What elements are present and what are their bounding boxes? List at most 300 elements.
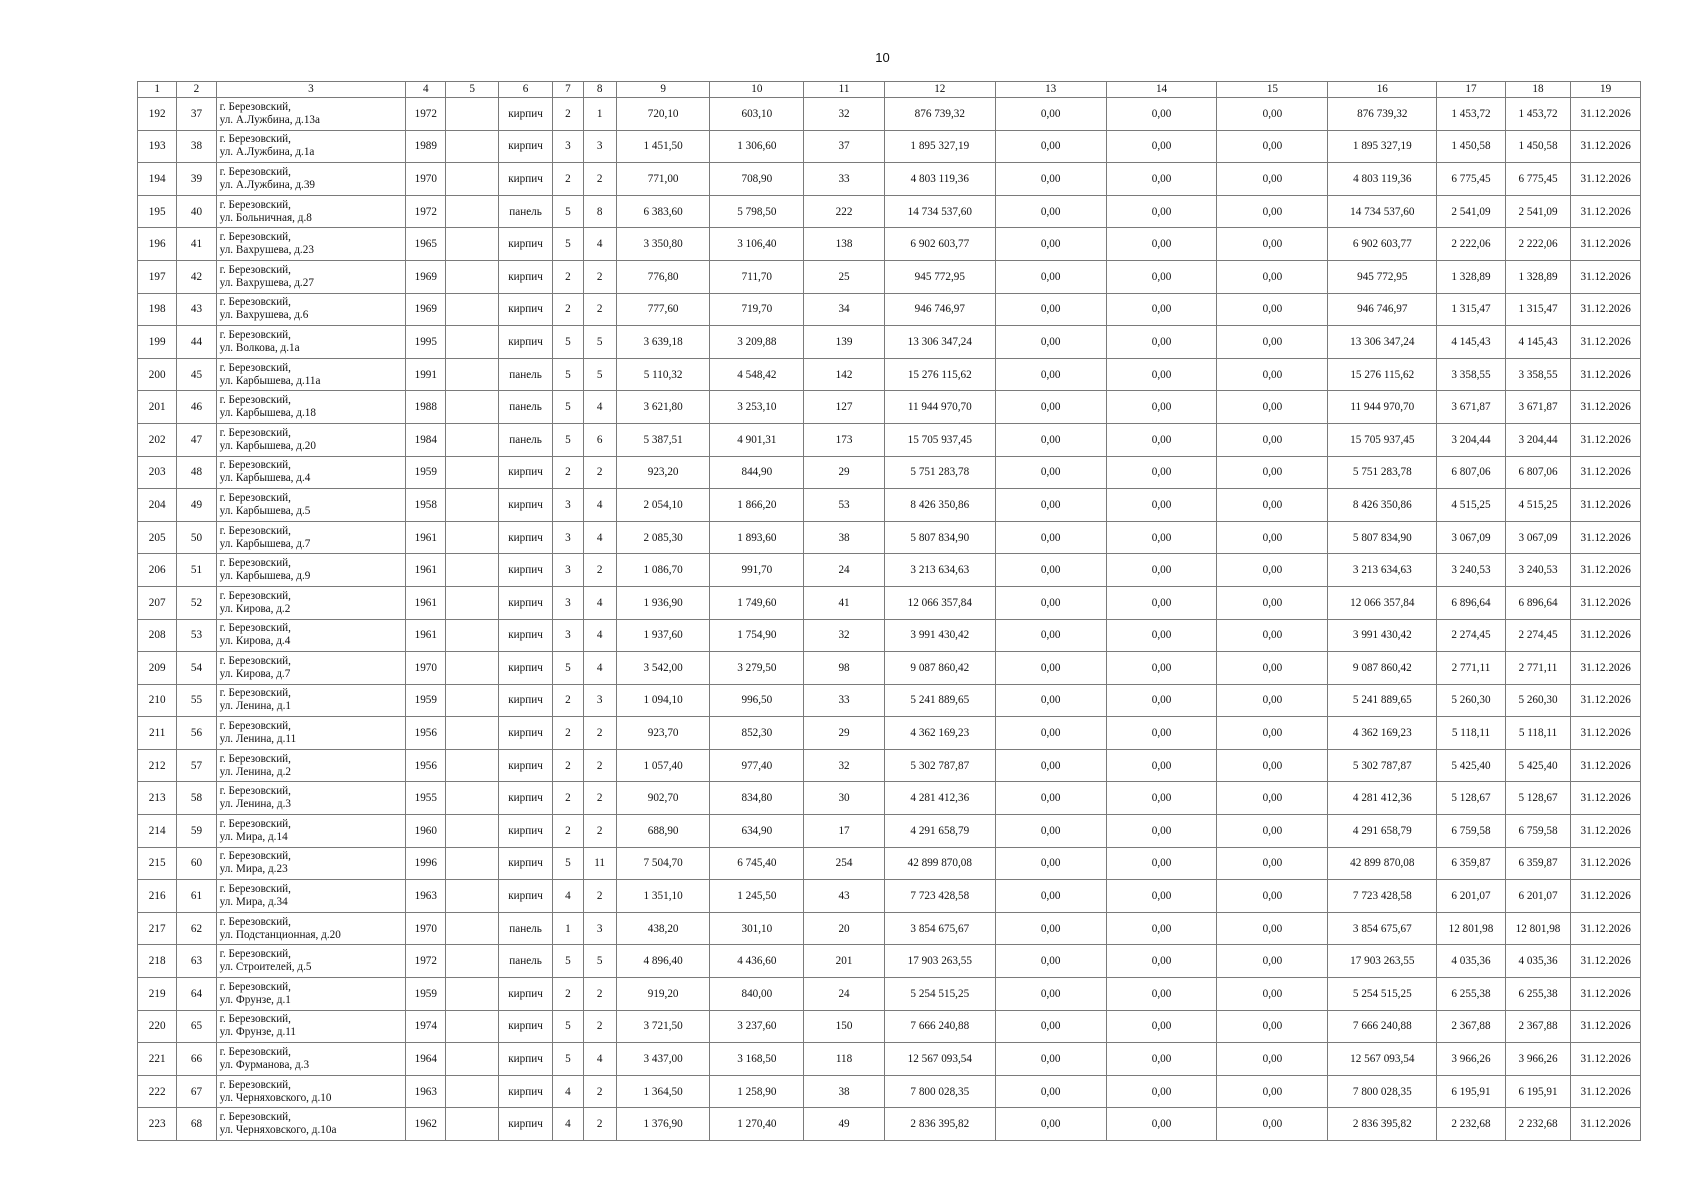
cell-col17: 2 367,88: [1437, 1010, 1506, 1043]
cell-col17: 6 255,38: [1437, 978, 1506, 1011]
cell-cost-total: 15 276 115,62: [884, 358, 995, 391]
cell-cost-fund: 4 803 119,36: [1328, 163, 1437, 196]
cell-year: 1996: [406, 847, 446, 880]
cell-year: 1972: [406, 945, 446, 978]
cell-residents: 138: [804, 228, 885, 261]
cell-col17: 6 775,45: [1437, 163, 1506, 196]
table-row: [138, 1010, 1641, 1043]
cell-cost-total: 876 739,32: [884, 98, 995, 131]
cell-floors: 4: [553, 880, 583, 913]
cell-material: панель: [498, 391, 552, 424]
table-row: [138, 1075, 1641, 1108]
cell-deadline: 31.12.2026: [1571, 912, 1641, 945]
cell-material: панель: [498, 912, 552, 945]
cell-residents: 30: [804, 782, 885, 815]
cell-row-number: 219: [138, 978, 177, 1011]
cell-year: 1984: [406, 423, 446, 456]
cell-col17: 3 358,55: [1437, 358, 1506, 391]
cell-entrances: 4: [583, 521, 616, 554]
cell-entrances: 3: [583, 130, 616, 163]
cell-col5: [446, 163, 498, 196]
cell-year: 1959: [406, 456, 446, 489]
address-city: г. Березовский,: [219, 720, 291, 733]
cell-residents: 43: [804, 880, 885, 913]
cell-floors: 2: [553, 684, 583, 717]
cell-deadline: 31.12.2026: [1571, 456, 1641, 489]
cell-col13: 0,00: [995, 326, 1106, 359]
cell-entrances: 2: [583, 260, 616, 293]
cell-year: 1974: [406, 1010, 446, 1043]
cell-area-living: 834,80: [710, 782, 804, 815]
cell-col15: 0,00: [1217, 782, 1328, 815]
cell-col5: [446, 130, 498, 163]
address-street: ул. Ленина, д.1: [219, 700, 291, 713]
address-city: г. Березовский,: [219, 622, 291, 635]
cell-col18: 5 425,40: [1505, 749, 1571, 782]
cell-deadline: 31.12.2026: [1571, 586, 1641, 619]
cell-area-total: 1 351,10: [616, 880, 710, 913]
address-city: г. Березовский,: [219, 589, 291, 602]
cell-residents: 254: [804, 847, 885, 880]
cell-residents: 222: [804, 195, 885, 228]
cell-cost-fund: 946 746,97: [1328, 293, 1437, 326]
address-street: ул. Фрунзе, д.11: [219, 1026, 297, 1039]
cell-cost-fund: 12 066 357,84: [1328, 586, 1437, 619]
cell-cost-total: 4 281 412,36: [884, 782, 995, 815]
cell-year: 1961: [406, 619, 446, 652]
cell-col5: [446, 326, 498, 359]
cell-address: [216, 195, 406, 228]
cell-address: [216, 554, 406, 587]
cell-year: 1958: [406, 489, 446, 522]
address-city: г. Березовский,: [219, 426, 291, 439]
cell-col18: 6 896,64: [1505, 586, 1571, 619]
address-city: г. Березовский,: [219, 361, 291, 374]
cell-cost-total: 3 854 675,67: [884, 912, 995, 945]
cell-material: кирпич: [498, 554, 552, 587]
cell-col17: 1 450,58: [1437, 130, 1506, 163]
cell-col15: 0,00: [1217, 228, 1328, 261]
cell-address: [216, 652, 406, 685]
cell-address: [216, 880, 406, 913]
cell-col13: 0,00: [995, 260, 1106, 293]
cell-cost-fund: 4 291 658,79: [1328, 815, 1437, 848]
cell-area-living: 3 168,50: [710, 1043, 804, 1076]
cell-material: кирпич: [498, 847, 552, 880]
cell-col18: 2 274,45: [1505, 619, 1571, 652]
table-row: [138, 1043, 1641, 1076]
cell-residents: 24: [804, 978, 885, 1011]
cell-area-living: 1 754,90: [710, 619, 804, 652]
cell-cost-fund: 42 899 870,08: [1328, 847, 1437, 880]
cell-col18: 3 966,26: [1505, 1043, 1571, 1076]
cell-year: 1963: [406, 1075, 446, 1108]
address-street: ул. Ленина, д.2: [219, 765, 291, 778]
address-street: ул. Ленина, д.3: [219, 798, 291, 811]
cell-area-living: 1 893,60: [710, 521, 804, 554]
cell-col17: 6 201,07: [1437, 880, 1506, 913]
cell-cost-total: 4 803 119,36: [884, 163, 995, 196]
cell-col15: 0,00: [1217, 98, 1328, 131]
cell-residents: 37: [804, 130, 885, 163]
cell-col18: 3 671,87: [1505, 391, 1571, 424]
cell-col17: 2 541,09: [1437, 195, 1506, 228]
address-street: ул. Вахрушева, д.23: [219, 244, 314, 257]
cell-material: панель: [498, 945, 552, 978]
cell-address: [216, 1010, 406, 1043]
cell-deadline: 31.12.2026: [1571, 815, 1641, 848]
cell-material: панель: [498, 195, 552, 228]
cell-material: кирпич: [498, 619, 552, 652]
cell-deadline: 31.12.2026: [1571, 195, 1641, 228]
cell-col18: 1 315,47: [1505, 293, 1571, 326]
cell-area-living: 4 548,42: [710, 358, 804, 391]
cell-col15: 0,00: [1217, 945, 1328, 978]
cell-col13: 0,00: [995, 521, 1106, 554]
address-street: ул. Черняховского, д.10а: [219, 1124, 337, 1137]
cell-cost-total: 945 772,95: [884, 260, 995, 293]
cell-col14: 0,00: [1106, 945, 1217, 978]
cell-area-total: 771,00: [616, 163, 710, 196]
cell-floors: 2: [553, 98, 583, 131]
cell-col13: 0,00: [995, 945, 1106, 978]
cell-year: 1960: [406, 815, 446, 848]
table-body: [138, 98, 1641, 1141]
address-street: ул. Фурманова, д.3: [219, 1059, 310, 1072]
cell-col5: [446, 717, 498, 750]
cell-col14: 0,00: [1106, 1043, 1217, 1076]
address-street: ул. А.Лужбина, д.1а: [219, 146, 315, 159]
cell-col17: 3 966,26: [1437, 1043, 1506, 1076]
column-header: 19: [1571, 82, 1641, 98]
cell-material: кирпич: [498, 782, 552, 815]
cell-col18: 3 358,55: [1505, 358, 1571, 391]
cell-col18: 2 367,88: [1505, 1010, 1571, 1043]
cell-col13: 0,00: [995, 163, 1106, 196]
cell-material: кирпич: [498, 1043, 552, 1076]
cell-item-number: 47: [177, 423, 216, 456]
cell-col5: [446, 586, 498, 619]
cell-area-total: 5 110,32: [616, 358, 710, 391]
cell-col13: 0,00: [995, 130, 1106, 163]
address-street: ул. Карбышева, д.18: [219, 407, 316, 420]
cell-floors: 5: [553, 652, 583, 685]
cell-year: 1964: [406, 1043, 446, 1076]
cell-area-total: 1 937,60: [616, 619, 710, 652]
cell-entrances: 3: [583, 684, 616, 717]
column-header: 6: [498, 82, 552, 98]
address-street: ул. Строителей, д.5: [219, 961, 312, 974]
cell-row-number: 223: [138, 1108, 177, 1141]
cell-col18: 6 775,45: [1505, 163, 1571, 196]
cell-entrances: 4: [583, 586, 616, 619]
table-row: [138, 815, 1641, 848]
cell-area-living: 711,70: [710, 260, 804, 293]
address-city: г. Березовский,: [219, 231, 291, 244]
cell-col15: 0,00: [1217, 130, 1328, 163]
cell-col14: 0,00: [1106, 489, 1217, 522]
cell-cost-fund: 14 734 537,60: [1328, 195, 1437, 228]
cell-col5: [446, 880, 498, 913]
cell-floors: 3: [553, 554, 583, 587]
address-city: г. Березовский,: [219, 459, 291, 472]
cell-col5: [446, 847, 498, 880]
cell-col15: 0,00: [1217, 326, 1328, 359]
cell-deadline: 31.12.2026: [1571, 391, 1641, 424]
cell-cost-total: 4 291 658,79: [884, 815, 995, 848]
cell-address: [216, 423, 406, 456]
cell-address: [216, 717, 406, 750]
cell-floors: 2: [553, 260, 583, 293]
cell-item-number: 51: [177, 554, 216, 587]
cell-entrances: 8: [583, 195, 616, 228]
cell-col14: 0,00: [1106, 554, 1217, 587]
cell-col18: 6 759,58: [1505, 815, 1571, 848]
cell-col17: 3 204,44: [1437, 423, 1506, 456]
cell-address: [216, 98, 406, 131]
cell-address: [216, 945, 406, 978]
cell-col18: 12 801,98: [1505, 912, 1571, 945]
address-street: ул. Кирова, д.7: [219, 667, 291, 680]
cell-cost-fund: 11 944 970,70: [1328, 391, 1437, 424]
cell-item-number: 59: [177, 815, 216, 848]
cell-col15: 0,00: [1217, 717, 1328, 750]
cell-residents: 127: [804, 391, 885, 424]
cell-floors: 3: [553, 619, 583, 652]
cell-item-number: 40: [177, 195, 216, 228]
cell-col5: [446, 423, 498, 456]
cell-cost-fund: 4 281 412,36: [1328, 782, 1437, 815]
cell-deadline: 31.12.2026: [1571, 717, 1641, 750]
cell-col17: 3 671,87: [1437, 391, 1506, 424]
address-street: ул. Вахрушева, д.6: [219, 309, 309, 322]
cell-cost-total: 15 705 937,45: [884, 423, 995, 456]
cell-cost-total: 5 302 787,87: [884, 749, 995, 782]
cell-area-total: 1 451,50: [616, 130, 710, 163]
cell-item-number: 67: [177, 1075, 216, 1108]
address-city: г. Березовский,: [219, 263, 291, 276]
address-street: ул. Мира, д.23: [219, 863, 288, 876]
cell-deadline: 31.12.2026: [1571, 1043, 1641, 1076]
cell-residents: 41: [804, 586, 885, 619]
cell-year: 1956: [406, 749, 446, 782]
cell-floors: 2: [553, 717, 583, 750]
cell-col14: 0,00: [1106, 228, 1217, 261]
cell-col18: 5 128,67: [1505, 782, 1571, 815]
cell-cost-fund: 7 666 240,88: [1328, 1010, 1437, 1043]
cell-col14: 0,00: [1106, 652, 1217, 685]
column-header: 1: [138, 82, 177, 98]
cell-col15: 0,00: [1217, 1075, 1328, 1108]
table-row: [138, 880, 1641, 913]
cell-col13: 0,00: [995, 456, 1106, 489]
cell-area-total: 3 621,80: [616, 391, 710, 424]
cell-col17: 6 195,91: [1437, 1075, 1506, 1108]
cell-deadline: 31.12.2026: [1571, 358, 1641, 391]
cell-col5: [446, 652, 498, 685]
cell-cost-fund: 5 751 283,78: [1328, 456, 1437, 489]
cell-item-number: 64: [177, 978, 216, 1011]
cell-col17: 1 315,47: [1437, 293, 1506, 326]
address-city: г. Березовский,: [219, 394, 291, 407]
cell-material: кирпич: [498, 815, 552, 848]
cell-floors: 3: [553, 586, 583, 619]
cell-col17: 3 067,09: [1437, 521, 1506, 554]
cell-deadline: 31.12.2026: [1571, 1010, 1641, 1043]
cell-entrances: 2: [583, 163, 616, 196]
cell-col14: 0,00: [1106, 1108, 1217, 1141]
table-row: [138, 521, 1641, 554]
cell-area-living: 719,70: [710, 293, 804, 326]
cell-col14: 0,00: [1106, 880, 1217, 913]
cell-cost-fund: 7 723 428,58: [1328, 880, 1437, 913]
cell-deadline: 31.12.2026: [1571, 163, 1641, 196]
cell-col18: 4 145,43: [1505, 326, 1571, 359]
cell-item-number: 56: [177, 717, 216, 750]
cell-col14: 0,00: [1106, 586, 1217, 619]
cell-entrances: 11: [583, 847, 616, 880]
cell-col18: 4 515,25: [1505, 489, 1571, 522]
address-city: г. Березовский,: [219, 100, 291, 113]
cell-cost-total: 5 254 515,25: [884, 978, 995, 1011]
cell-item-number: 66: [177, 1043, 216, 1076]
cell-row-number: 213: [138, 782, 177, 815]
cell-cost-fund: 15 705 937,45: [1328, 423, 1437, 456]
cell-item-number: 65: [177, 1010, 216, 1043]
cell-deadline: 31.12.2026: [1571, 945, 1641, 978]
cell-col5: [446, 619, 498, 652]
column-header: 2: [177, 82, 216, 98]
cell-cost-fund: 5 241 889,65: [1328, 684, 1437, 717]
cell-cost-fund: 876 739,32: [1328, 98, 1437, 131]
cell-year: 1970: [406, 912, 446, 945]
cell-material: кирпич: [498, 326, 552, 359]
cell-row-number: 216: [138, 880, 177, 913]
cell-row-number: 201: [138, 391, 177, 424]
cell-entrances: 2: [583, 717, 616, 750]
cell-col18: 2 222,06: [1505, 228, 1571, 261]
cell-cost-total: 7 800 028,35: [884, 1075, 995, 1108]
cell-area-total: 777,60: [616, 293, 710, 326]
cell-area-living: 1 270,40: [710, 1108, 804, 1141]
cell-col15: 0,00: [1217, 586, 1328, 619]
column-header: 7: [553, 82, 583, 98]
cell-col14: 0,00: [1106, 684, 1217, 717]
cell-cost-fund: 17 903 263,55: [1328, 945, 1437, 978]
cell-cost-total: 11 944 970,70: [884, 391, 995, 424]
cell-col14: 0,00: [1106, 423, 1217, 456]
cell-col18: 6 201,07: [1505, 880, 1571, 913]
cell-floors: 5: [553, 228, 583, 261]
cell-item-number: 53: [177, 619, 216, 652]
cell-year: 1962: [406, 1108, 446, 1141]
cell-address: [216, 1043, 406, 1076]
cell-material: кирпич: [498, 652, 552, 685]
cell-deadline: 31.12.2026: [1571, 554, 1641, 587]
address-street: ул. А.Лужбина, д.39: [219, 178, 316, 191]
cell-residents: 29: [804, 456, 885, 489]
table-row: [138, 228, 1641, 261]
cell-col14: 0,00: [1106, 260, 1217, 293]
cell-floors: 5: [553, 423, 583, 456]
cell-area-living: 4 436,60: [710, 945, 804, 978]
cell-item-number: 42: [177, 260, 216, 293]
cell-col15: 0,00: [1217, 554, 1328, 587]
cell-area-living: 634,90: [710, 815, 804, 848]
cell-entrances: 2: [583, 749, 616, 782]
table-row: [138, 391, 1641, 424]
cell-cost-fund: 13 306 347,24: [1328, 326, 1437, 359]
address-city: г. Березовский,: [219, 198, 291, 211]
cell-cost-fund: 2 836 395,82: [1328, 1108, 1437, 1141]
cell-col17: 3 240,53: [1437, 554, 1506, 587]
address-city: г. Березовский,: [219, 850, 291, 863]
cell-area-total: 3 639,18: [616, 326, 710, 359]
cell-col15: 0,00: [1217, 358, 1328, 391]
cell-area-total: 3 542,00: [616, 652, 710, 685]
cell-address: [216, 391, 406, 424]
cell-material: кирпич: [498, 1075, 552, 1108]
cell-year: 1969: [406, 260, 446, 293]
cell-year: 1972: [406, 98, 446, 131]
cell-material: кирпич: [498, 684, 552, 717]
cell-col13: 0,00: [995, 554, 1106, 587]
table-row: [138, 456, 1641, 489]
cell-cost-total: 5 807 834,90: [884, 521, 995, 554]
address-city: г. Березовский,: [219, 165, 291, 178]
cell-col13: 0,00: [995, 652, 1106, 685]
cell-row-number: 208: [138, 619, 177, 652]
cell-col13: 0,00: [995, 978, 1106, 1011]
cell-col14: 0,00: [1106, 456, 1217, 489]
cell-col14: 0,00: [1106, 130, 1217, 163]
cell-col18: 6 359,87: [1505, 847, 1571, 880]
cell-residents: 49: [804, 1108, 885, 1141]
cell-col13: 0,00: [995, 782, 1106, 815]
cell-row-number: 203: [138, 456, 177, 489]
cell-cost-total: 42 899 870,08: [884, 847, 995, 880]
column-header: 13: [995, 82, 1106, 98]
cell-row-number: 204: [138, 489, 177, 522]
cell-year: 1959: [406, 684, 446, 717]
address-street: ул. Подстанционная, д.20: [219, 928, 341, 941]
column-header: 17: [1437, 82, 1506, 98]
cell-col13: 0,00: [995, 684, 1106, 717]
cell-col14: 0,00: [1106, 391, 1217, 424]
cell-address: [216, 749, 406, 782]
table-row: [138, 717, 1641, 750]
cell-col15: 0,00: [1217, 912, 1328, 945]
table-row: [138, 749, 1641, 782]
cell-col15: 0,00: [1217, 978, 1328, 1011]
cell-col15: 0,00: [1217, 1108, 1328, 1141]
table-row: [138, 130, 1641, 163]
cell-residents: 38: [804, 1075, 885, 1108]
cell-col14: 0,00: [1106, 293, 1217, 326]
cell-col5: [446, 195, 498, 228]
cell-floors: 3: [553, 521, 583, 554]
cell-col15: 0,00: [1217, 391, 1328, 424]
cell-residents: 201: [804, 945, 885, 978]
cell-cost-total: 12 567 093,54: [884, 1043, 995, 1076]
cell-col15: 0,00: [1217, 1043, 1328, 1076]
cell-area-total: 919,20: [616, 978, 710, 1011]
cell-cost-fund: 5 807 834,90: [1328, 521, 1437, 554]
cell-col13: 0,00: [995, 1043, 1106, 1076]
cell-col5: [446, 1075, 498, 1108]
cell-area-total: 720,10: [616, 98, 710, 131]
cell-row-number: 200: [138, 358, 177, 391]
